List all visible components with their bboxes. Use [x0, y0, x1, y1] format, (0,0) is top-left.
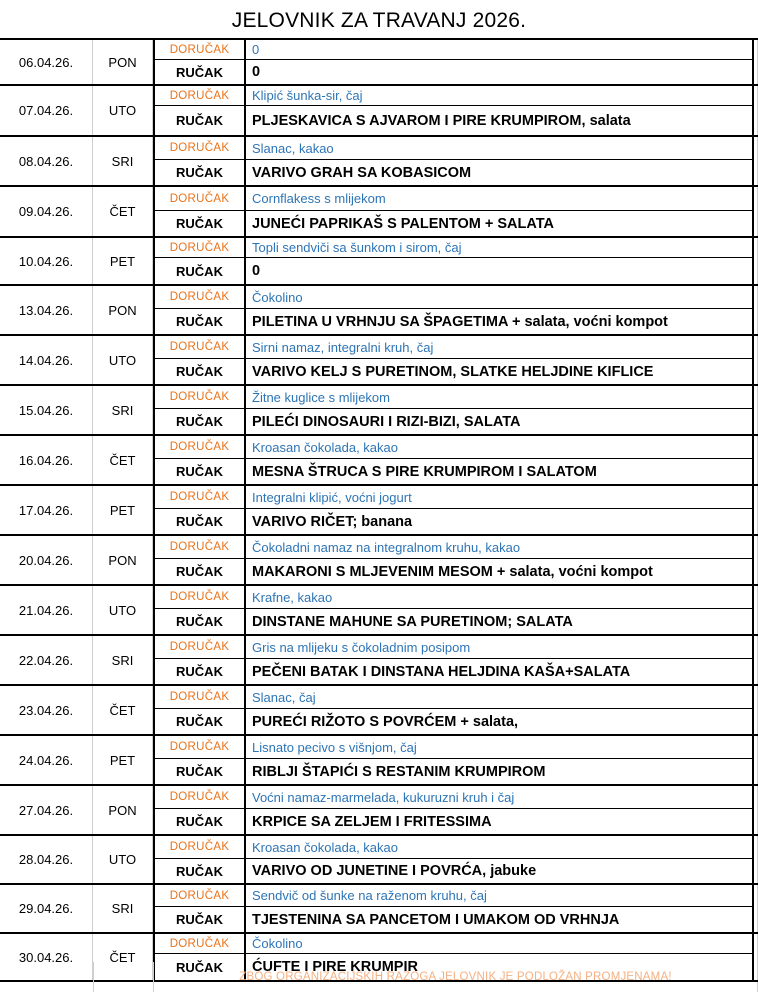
date-cell: 10.04.26. — [0, 238, 93, 284]
date-cell: 09.04.26. — [0, 187, 93, 236]
breakfast-label: DORUČAK — [155, 486, 246, 508]
footer-row — [0, 962, 758, 992]
menu-day-row — [0, 238, 758, 286]
lunch-row — [155, 659, 752, 684]
menu-day-row — [0, 736, 758, 786]
lunch-item: JUNEĆI PAPRIKAŠ S PALENTOM + SALATA — [252, 215, 554, 232]
menu-day-row — [0, 885, 758, 934]
lunch-item: MESNA ŠTRUCA S PIRE KRUMPIROM I SALATOM — [252, 463, 597, 480]
breakfast-row — [155, 934, 752, 954]
footer-empty-cell — [93, 962, 154, 992]
breakfast-item: Čokoladni namaz na integralnom kruhu, kakao — [252, 539, 521, 555]
weekday-cell: PET — [93, 736, 153, 784]
date-cell: 13.04.26. — [0, 286, 93, 334]
date-cell: 23.04.26. — [0, 686, 93, 734]
weekday-cell: UTO — [93, 336, 153, 384]
menu-day-row — [0, 286, 758, 336]
meals-block — [153, 436, 754, 484]
menu-day-row — [0, 336, 758, 386]
breakfast-label: DORUČAK — [155, 336, 246, 358]
lunch-item: VARIVO KELJ S PURETINOM, SLATKE HELJDINE KIFLICE — [252, 363, 654, 380]
lunch-label: RUČAK — [155, 509, 246, 534]
lunch-item: RIBLJI ŠTAPIĆI S RESTANIM KRUMPIROM — [252, 763, 546, 780]
weekday-cell: PET — [93, 486, 153, 534]
lunch-label: RUČAK — [155, 559, 246, 584]
breakfast-label: DORUČAK — [155, 436, 246, 458]
breakfast-item: Kroasan čokolada, kakao — [252, 839, 398, 855]
weekday-cell: ČET — [93, 934, 153, 980]
menu-day-row — [0, 836, 758, 885]
lunch-row — [155, 258, 752, 284]
breakfast-item: Lisnato pecivo s višnjom, čaj — [252, 739, 417, 755]
breakfast-item: Žitne kuglice s mlijekom — [252, 389, 390, 405]
meals-block — [153, 86, 754, 135]
date-cell: 07.04.26. — [0, 86, 93, 135]
lunch-item: KRPICE SA ZELJEM I FRITESSIMA — [252, 813, 492, 830]
weekday-cell: PON — [93, 786, 153, 834]
breakfast-row — [155, 536, 752, 559]
breakfast-item: Gris na mlijeku s čokoladnim posipom — [252, 639, 471, 655]
meals-block — [153, 536, 754, 584]
breakfast-label: DORUČAK — [155, 286, 246, 308]
lunch-item: MAKARONI S MLJEVENIM MESOM + salata, voćni kompot — [252, 563, 653, 580]
menu-day-row — [0, 486, 758, 536]
lunch-label: RUČAK — [155, 907, 246, 932]
lunch-label: RUČAK — [155, 258, 246, 284]
lunch-label: RUČAK — [155, 60, 246, 84]
lunch-item: VARIVO RIČET; banana — [252, 513, 413, 530]
weekday-cell: ČET — [93, 187, 153, 236]
breakfast-row — [155, 386, 752, 409]
breakfast-label: DORUČAK — [155, 836, 246, 858]
lunch-row — [155, 211, 752, 236]
date-cell: 30.04.26. — [0, 934, 93, 980]
lunch-item: VARIVO GRAH SA KOBASICOM — [252, 164, 472, 181]
lunch-item: ĆUFTE I PIRE KRUMPIR — [252, 959, 418, 975]
breakfast-row — [155, 486, 752, 509]
menu-day-row — [0, 86, 758, 137]
meals-block — [153, 386, 754, 434]
breakfast-row — [155, 686, 752, 709]
breakfast-label: DORUČAK — [155, 934, 246, 953]
lunch-row — [155, 907, 752, 932]
lunch-label: RUČAK — [155, 759, 246, 784]
date-cell: 28.04.26. — [0, 836, 93, 883]
lunch-label: RUČAK — [155, 459, 246, 484]
breakfast-label: DORUČAK — [155, 386, 246, 408]
weekday-cell: SRI — [93, 386, 153, 434]
breakfast-row — [155, 586, 752, 609]
meals-block — [153, 885, 754, 932]
lunch-label: RUČAK — [155, 106, 246, 135]
breakfast-row — [155, 187, 752, 211]
breakfast-label: DORUČAK — [155, 536, 246, 558]
menu-day-row — [0, 636, 758, 686]
breakfast-label: DORUČAK — [155, 86, 246, 105]
menu-day-row — [0, 137, 758, 187]
lunch-item: TJESTENINA SA PANCETOM I UMAKOM OD VRHNJA — [252, 911, 620, 928]
breakfast-item: Krafne, kakao — [252, 589, 333, 605]
lunch-row — [155, 459, 752, 484]
weekday-cell: PON — [93, 40, 153, 84]
breakfast-row — [155, 238, 752, 258]
lunch-item: VARIVO OD JUNETINE I POVRĆA, jabuke — [252, 863, 537, 879]
lunch-item: DINSTANE MAHUNE SA PURETINOM; SALATA — [252, 613, 573, 630]
lunch-label: RUČAK — [155, 954, 246, 980]
meals-block — [153, 336, 754, 384]
menu-day-row — [0, 386, 758, 436]
breakfast-row — [155, 786, 752, 809]
date-cell: 20.04.26. — [0, 536, 93, 584]
breakfast-item: Čokolino — [252, 936, 303, 951]
lunch-item: PLJESKAVICA S AJVAROM I PIRE KRUMPIROM, salata — [252, 112, 631, 129]
breakfast-item: Klipić šunka-sir, čaj — [252, 88, 363, 103]
meals-block — [153, 187, 754, 236]
lunch-label: RUČAK — [155, 409, 246, 434]
lunch-label: RUČAK — [155, 809, 246, 834]
menu-day-row — [0, 586, 758, 636]
weekday-cell: ČET — [93, 436, 153, 484]
weekday-cell: UTO — [93, 836, 153, 883]
breakfast-item: Kroasan čokolada, kakao — [252, 439, 398, 455]
lunch-label: RUČAK — [155, 659, 246, 684]
breakfast-item: Voćni namaz-marmelada, kukuruzni kruh i čaj — [252, 789, 515, 805]
weekday-cell: SRI — [93, 636, 153, 684]
date-cell: 24.04.26. — [0, 736, 93, 784]
menu-day-row — [0, 187, 758, 238]
date-cell: 29.04.26. — [0, 885, 93, 932]
date-cell: 17.04.26. — [0, 486, 93, 534]
lunch-label: RUČAK — [155, 609, 246, 634]
weekday-cell: SRI — [93, 137, 153, 185]
lunch-label: RUČAK — [155, 709, 246, 734]
lunch-label: RUČAK — [155, 160, 246, 185]
meals-block — [153, 736, 754, 784]
meals-block — [153, 286, 754, 334]
weekday-cell: UTO — [93, 586, 153, 634]
lunch-row — [155, 859, 752, 883]
footer-note: ZBOG ORGANIZACIJSKIH RAZOGA JELOVNIK JE PODLOŽAN PROMJENAMA! — [239, 971, 672, 983]
weekday-cell: SRI — [93, 885, 153, 932]
breakfast-label: DORUČAK — [155, 187, 246, 210]
weekday-cell: PON — [93, 286, 153, 334]
breakfast-item: Slanac, kakao — [252, 140, 334, 156]
lunch-row — [155, 559, 752, 584]
breakfast-row — [155, 286, 752, 309]
meals-block — [153, 586, 754, 634]
date-cell: 06.04.26. — [0, 40, 93, 84]
breakfast-row — [155, 40, 752, 60]
menu-day-row — [0, 38, 758, 86]
lunch-item: 0 — [252, 263, 261, 279]
lunch-label: RUČAK — [155, 309, 246, 334]
meals-block — [153, 40, 754, 84]
breakfast-label: DORUČAK — [155, 736, 246, 758]
menu-table — [0, 38, 758, 982]
lunch-item: PILEĆI DINOSAURI I RIZI-BIZI, SALATA — [252, 413, 521, 430]
breakfast-label: DORUČAK — [155, 786, 246, 808]
lunch-row — [155, 509, 752, 534]
page-title: JELOVNIK ZA TRAVANJ 2026. — [231, 9, 527, 32]
breakfast-label: DORUČAK — [155, 636, 246, 658]
breakfast-item: Slanac, čaj — [252, 689, 316, 705]
meals-block — [153, 636, 754, 684]
lunch-item: 0 — [252, 64, 261, 80]
lunch-row — [155, 160, 752, 185]
weekday-cell: PON — [93, 536, 153, 584]
date-cell: 14.04.26. — [0, 336, 93, 384]
breakfast-row — [155, 336, 752, 359]
breakfast-label: DORUČAK — [155, 238, 246, 257]
breakfast-item: 0 — [252, 42, 260, 57]
meals-block — [153, 786, 754, 834]
breakfast-item: Integralni klipić, voćni jogurt — [252, 489, 412, 505]
breakfast-item: Cornflakess s mlijekom — [252, 191, 386, 206]
date-cell: 21.04.26. — [0, 586, 93, 634]
breakfast-row — [155, 436, 752, 459]
meals-block — [153, 486, 754, 534]
breakfast-item: Sirni namaz, integralni kruh, čaj — [252, 339, 434, 355]
weekday-cell: PET — [93, 238, 153, 284]
lunch-row — [155, 60, 752, 84]
lunch-item: PUREĆI RIŽOTO S POVRĆEM + salata, — [252, 713, 519, 730]
lunch-label: RUČAK — [155, 211, 246, 236]
lunch-row — [155, 309, 752, 334]
date-cell: 08.04.26. — [0, 137, 93, 185]
breakfast-row — [155, 636, 752, 659]
weekday-cell: ČET — [93, 686, 153, 734]
lunch-item: PEČENI BATAK I DINSTANA HELJDINA KAŠA+SALATA — [252, 663, 631, 680]
meals-block — [153, 137, 754, 185]
menu-day-row — [0, 686, 758, 736]
lunch-label: RUČAK — [155, 359, 246, 384]
lunch-row — [155, 609, 752, 634]
lunch-row — [155, 709, 752, 734]
breakfast-item: Sendvič od šunke na raženom kruhu, čaj — [252, 888, 487, 903]
breakfast-label: DORUČAK — [155, 40, 246, 59]
breakfast-row — [155, 836, 752, 859]
meals-block — [153, 836, 754, 883]
breakfast-label: DORUČAK — [155, 586, 246, 608]
breakfast-item: Topli sendviči sa šunkom i sirom, čaj — [252, 240, 462, 255]
meals-block — [153, 686, 754, 734]
date-cell: 27.04.26. — [0, 786, 93, 834]
weekday-cell: UTO — [93, 86, 153, 135]
breakfast-row — [155, 86, 752, 106]
lunch-row — [155, 106, 752, 135]
lunch-row — [155, 359, 752, 384]
date-cell: 22.04.26. — [0, 636, 93, 684]
breakfast-label: DORUČAK — [155, 686, 246, 708]
breakfast-label: DORUČAK — [155, 137, 246, 159]
breakfast-row — [155, 885, 752, 907]
date-cell: 15.04.26. — [0, 386, 93, 434]
menu-day-row — [0, 536, 758, 586]
lunch-row — [155, 759, 752, 784]
breakfast-label: DORUČAK — [155, 885, 246, 906]
menu-day-row — [0, 436, 758, 486]
meals-block — [153, 238, 754, 284]
lunch-label: RUČAK — [155, 859, 246, 883]
lunch-item: PILETINA U VRHNJU SA ŠPAGETIMA + salata, voćni kompot — [252, 313, 668, 330]
menu-day-row — [0, 786, 758, 836]
footer-empty-cell — [0, 962, 94, 992]
breakfast-row — [155, 137, 752, 160]
breakfast-row — [155, 736, 752, 759]
date-cell: 16.04.26. — [0, 436, 93, 484]
breakfast-item: Čokolino — [252, 289, 303, 305]
lunch-row — [155, 409, 752, 434]
lunch-row — [155, 809, 752, 834]
